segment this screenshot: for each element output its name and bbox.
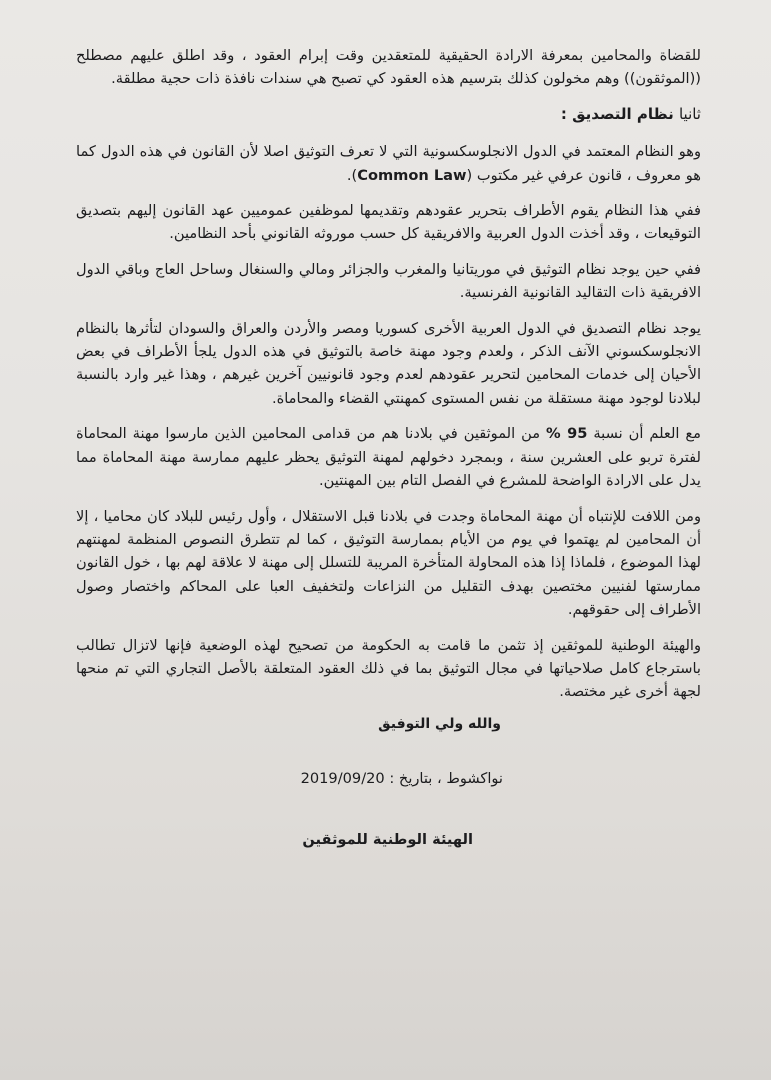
paragraph-notaries-percentage	[76, 422, 701, 492]
paragraph-certification-system: ففي هذا النظام يقوم الأطراف بتحرير عقودهم وتقديمها لموظفين عموميين عهد القانون إليهم بتصديق التوقيعات ، وقد أخذت الدول العربية والافريقية كل حسب موروثه القانوني بأحد النظامين.	[76, 202, 701, 243]
paragraph-common-law-text: وهو النظام المعتمد في الدول الانجلوسكسونية التي لا تعرف التوثيق اصلا لأن القانون في هذه الدول كما هو معروف ، قانون عرفي غير مكتوب (	[76, 143, 701, 184]
paragraph-national-body-demand: والهيئة الوطنية للموثقين إذ تثمن ما قامت به الحكومة من تصحيح لهذه الوضعية فإنها لاتزال تطالب باسترجاع كامل صلاحياتها في مجال التوثيق بما في ذلك العقود المتعلقة بالأصل التجاري التي تم منحها لجهة أخرى غير مختصة.	[76, 636, 701, 701]
section-heading-prefix: ثانيا	[678, 104, 701, 123]
percentage-text-rest: من الموثقين في بلادنا هم من قدامى المحامين الذين مارسوا مهنة المحاماة لفترة تربو على العشرين سنة ، وبمجرد دخولهم لمهنة التوثيق يحظر عليهم ممارسة مهنة المحاماة مما يدل على الارادة الواضحة للمشرع في الفصل التام بين المهنتين.	[76, 425, 701, 490]
section-heading-title: نظام التصديق :	[560, 104, 674, 123]
paragraph-notary-countries: ففي حين يوجد نظام التوثيق في موريتانيا والمغرب والجزائر ومالي والسنغال وساحل العاج وباقي الدول الافريقية ذات التقاليد القانونية الفرنسية.	[76, 260, 701, 302]
percentage-value: 95 %	[546, 425, 588, 443]
date-line	[76, 770, 701, 787]
paragraph-lawyers-history: ومن اللافت للإنتباه أن مهنة المحاماة وجدت في بلادنا قبل الاستقلال ، وأول رئيس للبلاد كان محاميا ، إلا أن المحامين لم يهتموا في يوم من الأيام بممارسة التوثيق ، كما لم تتطرق النصوص المنظمة لمهنتهم لهذا الموضوع ، فلماذا إذا هذه المحاولة المتأخرة المريبة للتسلل إلى مهنة لا علاقة لهم بها ، خول القانون ممارستها لفنيين مختصين بهدف التقليل من النزاعات ولتخفيف العبا على المحاكم واختصار وصول الأطراف إلى حقوقهم.	[76, 507, 701, 619]
common-law-term: Common Law	[357, 166, 467, 184]
date-place: نواكشوط ، بتاريخ :	[389, 769, 503, 787]
signature: الهيئة الوطنية للموثقين	[302, 830, 473, 848]
section-heading	[76, 103, 701, 126]
closing-phrase: والله ولي التوفيق	[378, 715, 501, 732]
date-value: 2019/09/20	[300, 769, 385, 787]
intro-paragraph: للقضاة والمحامين بمعرفة الارادة الحقيقية للمتعقدين وقت إبرام العقود ، وقد اطلق عليهم مصطلح ((الموثقون)) وهم مخولون كذلك بترسيم هذه العقود كي تصبح هي سندات نافذة ذات حجية مطلقة.	[76, 47, 701, 88]
paragraph-common-law	[76, 140, 701, 187]
paragraph-common-law-end: ).	[346, 166, 358, 184]
percentage-text-start: مع العلم أن نسبة	[587, 425, 702, 443]
paragraph-certification-countries: يوجد نظام التصديق في الدول العربية الأخرى كسوريا ومصر والأردن والعراق والسودان لتأثرها بالنظام الانجلوسكسوني الآنف الذكر ، ولعدم وجود مهنة خاصة بالتوثيق في هذه الدول يلجأ الأطراف في بعض الأحيان إلى خدمات المحامين لتحرير عقودهم لعدم وجود قانونيين آخرين غيرهم ، وهذا غير وارد بالنسبة لبلادنا لوجود مهنة مستقلة من نفس المستوى كمهنتي القضاء والمحاماة.	[76, 319, 701, 407]
